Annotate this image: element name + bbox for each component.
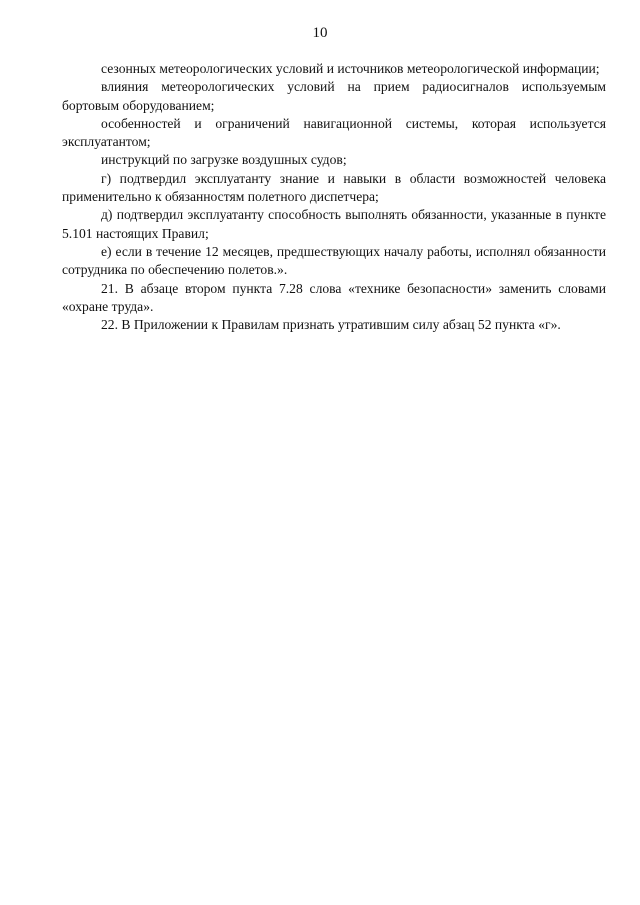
paragraph: сезонных метеорологических условий и источников метеорологической информации;	[101, 61, 600, 76]
paragraph: особенностей и ограничений навигационной системы, которая используется эксплуатантом;	[62, 115, 606, 150]
document-body	[62, 60, 606, 334]
paragraph: г) подтвердил эксплуатанту знание и навыки в области возможностей человека применительно к обязанностям полетного диспетчера;	[62, 170, 606, 205]
paragraph: 21. В абзаце втором пункта 7.28 слова «технике безопасности» заменить словами «охране труда».	[62, 280, 606, 314]
page-number: 10	[312, 25, 328, 41]
paragraph: е) если в течение 12 месяцев, предшествующих началу работы, исполнял обязанности сотрудника по обеспечению полетов.».	[62, 243, 606, 278]
paragraph: инструкций по загрузке воздушных судов;	[101, 152, 347, 168]
paragraph: 22. В Приложении к Правилам признать утратившим силу абзац 52 пункта «г».	[101, 317, 561, 333]
paragraph: д) подтвердил эксплуатанту способность выполнять обязанности, указанные в пункте 5.101 настоящих Правил;	[62, 207, 606, 241]
paragraph: влияния метеорологических условий на прием радиосигналов используемым бортовым оборудованием;	[62, 79, 606, 113]
